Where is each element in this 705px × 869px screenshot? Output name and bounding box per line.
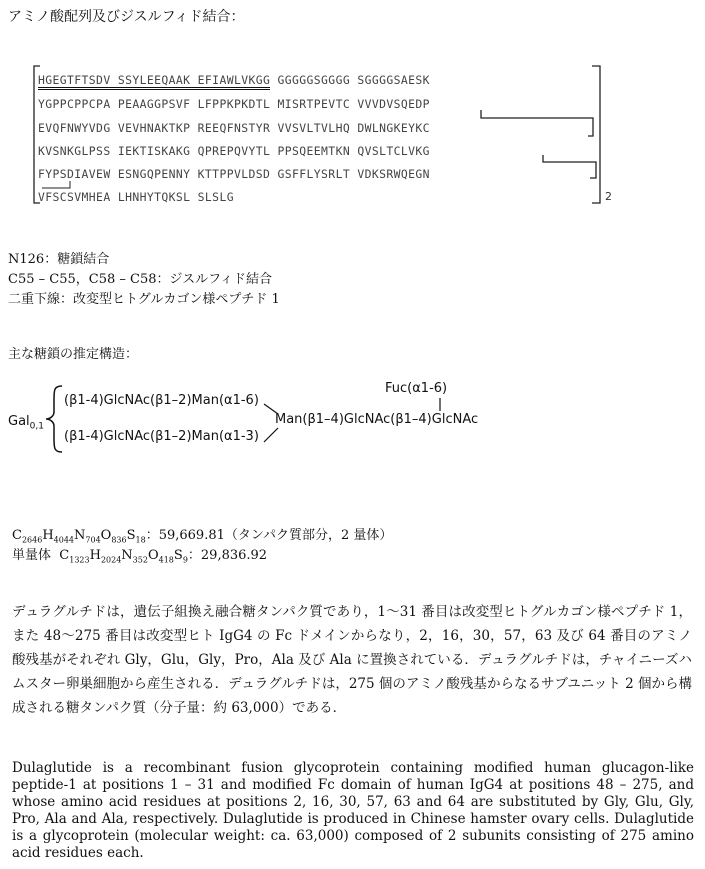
sequence-line-3: EVQFNWYVDG VEVHNAKTKP REEQFNSTYR VVSVLTVLHQ DWLNGKEYKC: [38, 121, 430, 135]
formula-dimer-mass: ：59,669.81（タンパク質部分，2 量体）: [145, 528, 393, 543]
sequence-line-4: KVSNKGLPSS IEKTISKAKG QPREPQVYTL PPSQEEMTKN QVSLTCLVKG: [38, 144, 430, 158]
glycan-branch-top: (β1-4)GlcNAc(β1–2)Man(α1-6): [64, 393, 259, 408]
glycan-branch-bottom: (β1-4)GlcNAc(β1–2)Man(α1-3): [64, 429, 259, 444]
glycan-heading: 主な糖鎖の推定構造：: [8, 347, 139, 362]
note-double-underline: 二重下線：改変型ヒトグルカゴン様ペプチド 1: [8, 292, 280, 307]
sequence-line-6: VFSCSVMHEA LHNHYTQKSL SLSLG: [38, 190, 234, 204]
description-english: Dulaglutide is a recombinant fusion glycoprotein containing modified human glucagon-like peptide-1 at positions 1 – 31 and modified Fc domain of human IgG4 at positions 48 – 275, and whose amino acid residues at positions 2, 16, 30, 57, 63 and 64 are substituted by Gly, Glu, Gly, Pro, Ala and Ala, respectively. Dulaglutide is produced in Chinese hamster ovary cells. Dulaglutide is a glycoprotein (molecular weight: ca. 63,000) composed of 2 subunits consisting of 275 amino acid residues each.: [12, 760, 694, 861]
formula-monomer-mass: ：29,836.92: [187, 548, 268, 563]
sequence-line-1-rest: GGGGGSGGGG SGGGGSAESK: [270, 73, 430, 87]
gal-subscript: 0,1: [29, 421, 44, 432]
sequence-line-2: YGPPCPPCPA PEAAGGPSVF LFPPKPKDTL MISRTPEVTC VVVDVSQEDP: [38, 97, 430, 111]
glycan-core: Man(β1–4)GlcNAc(β1–4)GlcNAc: [275, 412, 479, 427]
section-heading: アミノ酸配列及びジスルフィド結合：: [8, 9, 245, 25]
gal-label: Gal: [8, 414, 30, 429]
glp1-underlined-segment: HGEGTFTSDV SSYLEEQAAK EFIAWLVKGG: [38, 73, 270, 90]
formula-dimer: $C_{2646}H_{4044}N_{704}O_{836}S_{18}$：59,669.81（タンパク質部分，2 量体）: [12, 528, 393, 545]
note-disulfide: C55 – C55，C58 – C58：ジスルフィド結合: [8, 272, 273, 287]
sequence-line-5: FYPSDIAVEW ESNGQPENNY KTTPPVLDSD GSFFLYSRLT VDKSRWQEGN: [38, 167, 430, 181]
note-glycosylation: N126：糖鎖結合: [8, 252, 110, 267]
monomer-label: 単量体: [12, 548, 52, 563]
dimer-subscript: 2: [605, 190, 612, 203]
description-japanese: デュラグルチドは，遺伝子組換え融合糖タンパク質であり，1～31 番目は改変型ヒトグルカゴン様ペプチド 1，また 48～275 番目は改変型ヒト IgG4 の Fc ドメインからなり，2，16，30，57，63 及び 64 番目のアミノ酸残基がそれぞれ Gly，Glu，Gly，Pro，Ala 及び Ala に置換されている．デュラグルチドは，チャイニーズハムスター卵巣細胞から産生される．デュラグルチドは，275 個のアミノ酸残基からなるサブユニット 2 個から構成される糖タンパク質（分子量：約 63,000）である．: [12, 604, 692, 716]
glycan-fucose: Fuc(α1-6): [385, 381, 448, 396]
formula-monomer: 単量体 $C_{1323}H_{2024}N_{352}O_{418}S_9$：29,836.92: [12, 548, 268, 565]
